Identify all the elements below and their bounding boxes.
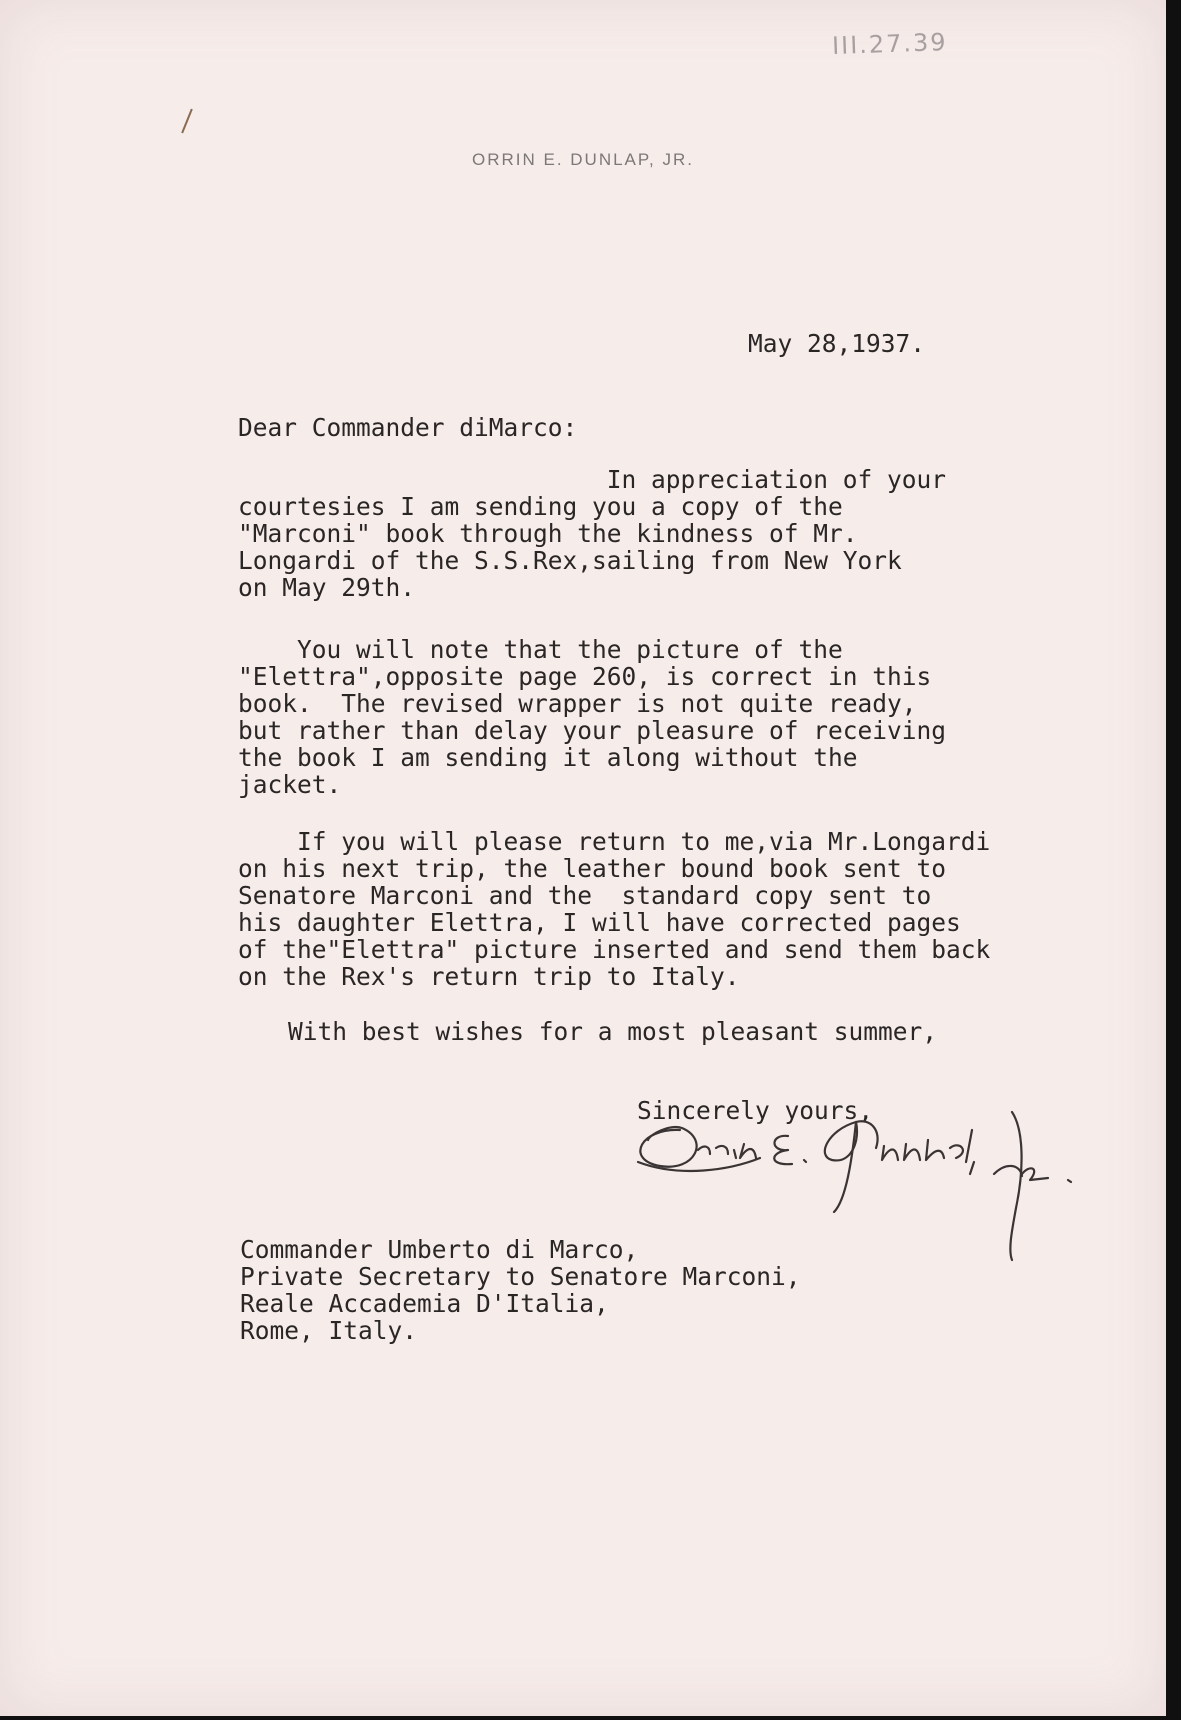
recipient-address: Commander Umberto di Marco, Private Secretary to Senatore Marconi, Reale Accademia D'Italia, Rome, Italy. <box>240 1235 801 1345</box>
salutation: Dear Commander diMarco: <box>238 413 578 442</box>
body-paragraph-1: In appreciation of your courtesies I am sending you a copy of the "Marconi" book through the kindness of Mr. Longardi of the S.S.Rex,sailing from New York on May 29th. <box>238 465 947 602</box>
scan-border-right <box>1166 0 1181 1720</box>
letterhead: ORRIN E. DUNLAP, JR. <box>471 150 694 169</box>
letter-date: May 28,1937. <box>748 329 926 358</box>
body-paragraph-2: You will note that the picture of the "Elettra",opposite page 260, is correct in this book. The revised wrapper is not quite ready, but rather than delay your pleasure of receiving the book I am sending it along without the jacket. <box>238 635 947 799</box>
scan-border-bottom <box>0 1716 1181 1720</box>
archive-reference-mark: III.27.39 <box>831 27 949 61</box>
closing-wishes: With best wishes for a most pleasant summer, <box>288 1017 938 1046</box>
body-paragraph-3: If you will please return to me,via Mr.Longardi on his next trip, the leather bound book sent to Senatore Marconi and the standard copy sent to his daughter Elettra, I will have corrected pages of the"Elettra" picture inserted and send them back on the Rex's return trip to Italy. <box>238 827 991 991</box>
complimentary-close: Sincerely yours, <box>637 1096 874 1125</box>
pencil-mark <box>181 109 193 134</box>
